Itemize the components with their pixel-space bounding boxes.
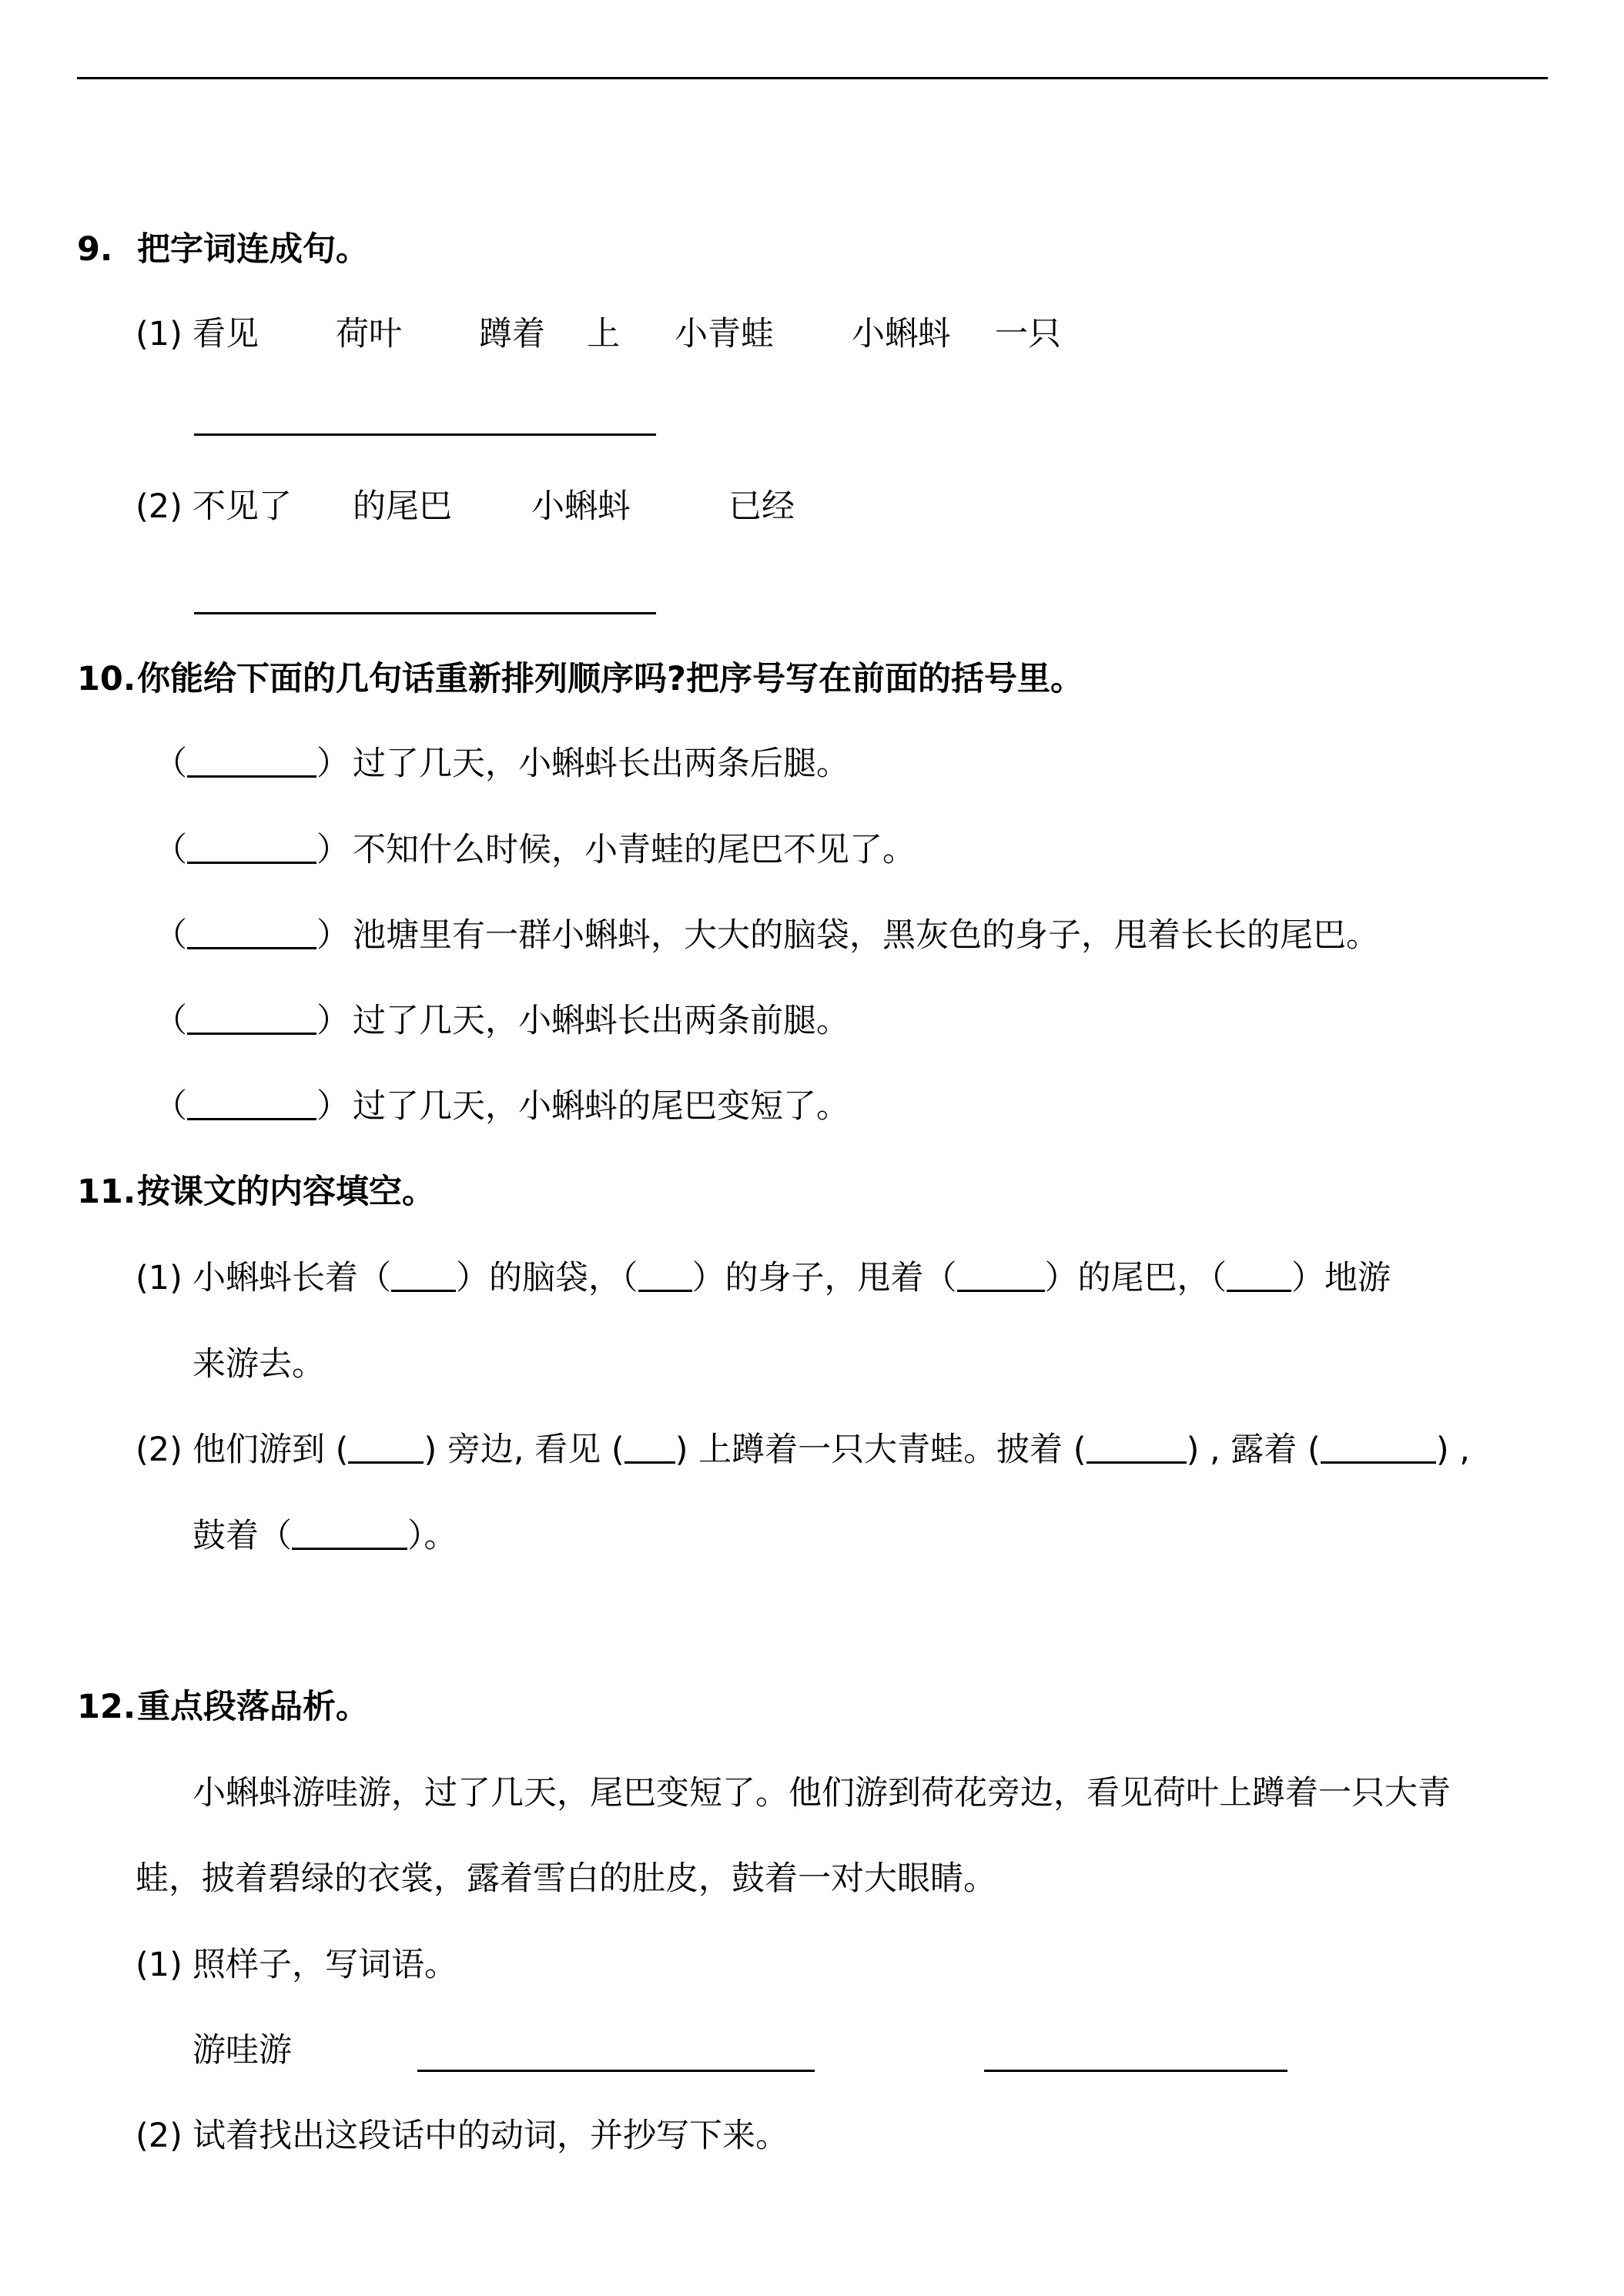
q12-sub2-text: 试着找出这段话中的动词，并抄写下来。 — [193, 2117, 789, 2155]
question-11-title — [77, 1172, 435, 1212]
order-row: （ ）过了几天，小蝌蚪的尾巴变短了。 — [154, 1087, 849, 1126]
q9-word: 不见了 — [193, 487, 292, 526]
passage-line-2: 蛙，披着碧绿的衣裳，露着雪白的肚皮，鼓着一对大眼睛。 — [136, 1859, 996, 1898]
question-number: 11. — [77, 1173, 136, 1211]
fill-blank[interactable] — [391, 1290, 456, 1292]
question-12-title — [77, 1687, 369, 1727]
question-number: 10. — [77, 660, 136, 698]
fill-blank[interactable] — [1321, 1461, 1436, 1464]
q9-answer-line-1[interactable] — [194, 433, 656, 436]
question-number: 12. — [77, 1688, 136, 1726]
q9-answer-line-2[interactable] — [194, 612, 656, 614]
question-text: 重点段落品析。 — [137, 1688, 369, 1726]
fill-blank[interactable] — [624, 1461, 675, 1464]
question-text: 你能给下面的几句话重新排列顺序吗?把序号写在前面的括号里。 — [137, 660, 1083, 698]
order-row: （ ）过了几天，小蝌蚪长出两条后腿。 — [154, 745, 849, 783]
order-blank[interactable] — [187, 775, 316, 778]
order-blank[interactable] — [187, 947, 316, 949]
order-blank[interactable] — [187, 1118, 316, 1120]
q9-word: 蹲着 — [479, 315, 545, 353]
q9-word: 上 — [587, 315, 620, 353]
header-rule — [77, 77, 1548, 79]
q9-word: 已经 — [728, 487, 795, 526]
q11-item1-line1: 小蝌蚪长着（ ）的脑袋，（ ）的身子，甩着（ ）的尾巴，（ ）地游 — [193, 1259, 1391, 1297]
q9-word: 小蝌蚪 — [531, 487, 631, 526]
q9-item1-label: (1) — [136, 315, 182, 353]
word-answer-line-2[interactable] — [984, 2070, 1287, 2072]
q9-word: 小青蛙 — [675, 315, 774, 353]
example-word: 游哇游 — [193, 2031, 292, 2070]
order-blank[interactable] — [187, 862, 316, 864]
passage-line-1: 小蝌蚪游哇游，过了几天，尾巴变短了。他们游到荷花旁边，看见荷叶上蹲着一只大青 — [193, 1774, 1451, 1812]
word-answer-line-1[interactable] — [417, 2070, 815, 2072]
q11-item2-line2: 鼓着（ ）。 — [193, 1517, 457, 1555]
question-text: 按课文的内容填空。 — [137, 1173, 435, 1211]
q11-item1-label: (1) — [136, 1259, 182, 1297]
q11-item2-label: (2) — [136, 1431, 182, 1469]
fill-blank[interactable] — [638, 1290, 692, 1292]
question-text: 把字词连成句。 — [137, 230, 369, 269]
fill-blank[interactable] — [348, 1461, 424, 1464]
order-row: （ ）不知什么时候，小青蛙的尾巴不见了。 — [154, 831, 916, 869]
fill-blank[interactable] — [292, 1548, 407, 1550]
q9-item2-label: (2) — [136, 487, 182, 526]
order-row: （ ）池塘里有一群小蝌蚪，大大的脑袋，黑灰色的身子，甩着长长的尾巴。 — [154, 916, 1379, 955]
q11-item1-line2: 来游去。 — [193, 1345, 325, 1384]
q9-word: 荷叶 — [336, 315, 402, 353]
question-10-title — [77, 659, 1083, 699]
q11-item2-line1: 他们游到 ( ) 旁边, 看见 ( ) 上蹲着一只大青蛙。披着 ( ) , 露着 ( ) , — [193, 1431, 1470, 1469]
q9-word: 看见 — [193, 315, 259, 353]
order-blank[interactable] — [187, 1033, 316, 1035]
q9-word: 的尾巴 — [353, 487, 452, 526]
fill-blank[interactable] — [1087, 1461, 1187, 1464]
q12-sub2-label: (2) — [136, 2117, 182, 2155]
question-9-title — [77, 229, 369, 269]
q12-sub1-text: 照样子，写词语。 — [193, 1946, 457, 1984]
fill-blank[interactable] — [957, 1290, 1045, 1292]
q12-sub1-label: (1) — [136, 1946, 182, 1984]
order-row: （ ）过了几天，小蝌蚪长出两条前腿。 — [154, 1002, 849, 1040]
q9-word: 一只 — [995, 315, 1061, 353]
question-number: 9. — [77, 230, 113, 269]
fill-blank[interactable] — [1227, 1290, 1291, 1292]
q9-word: 小蝌蚪 — [852, 315, 951, 353]
